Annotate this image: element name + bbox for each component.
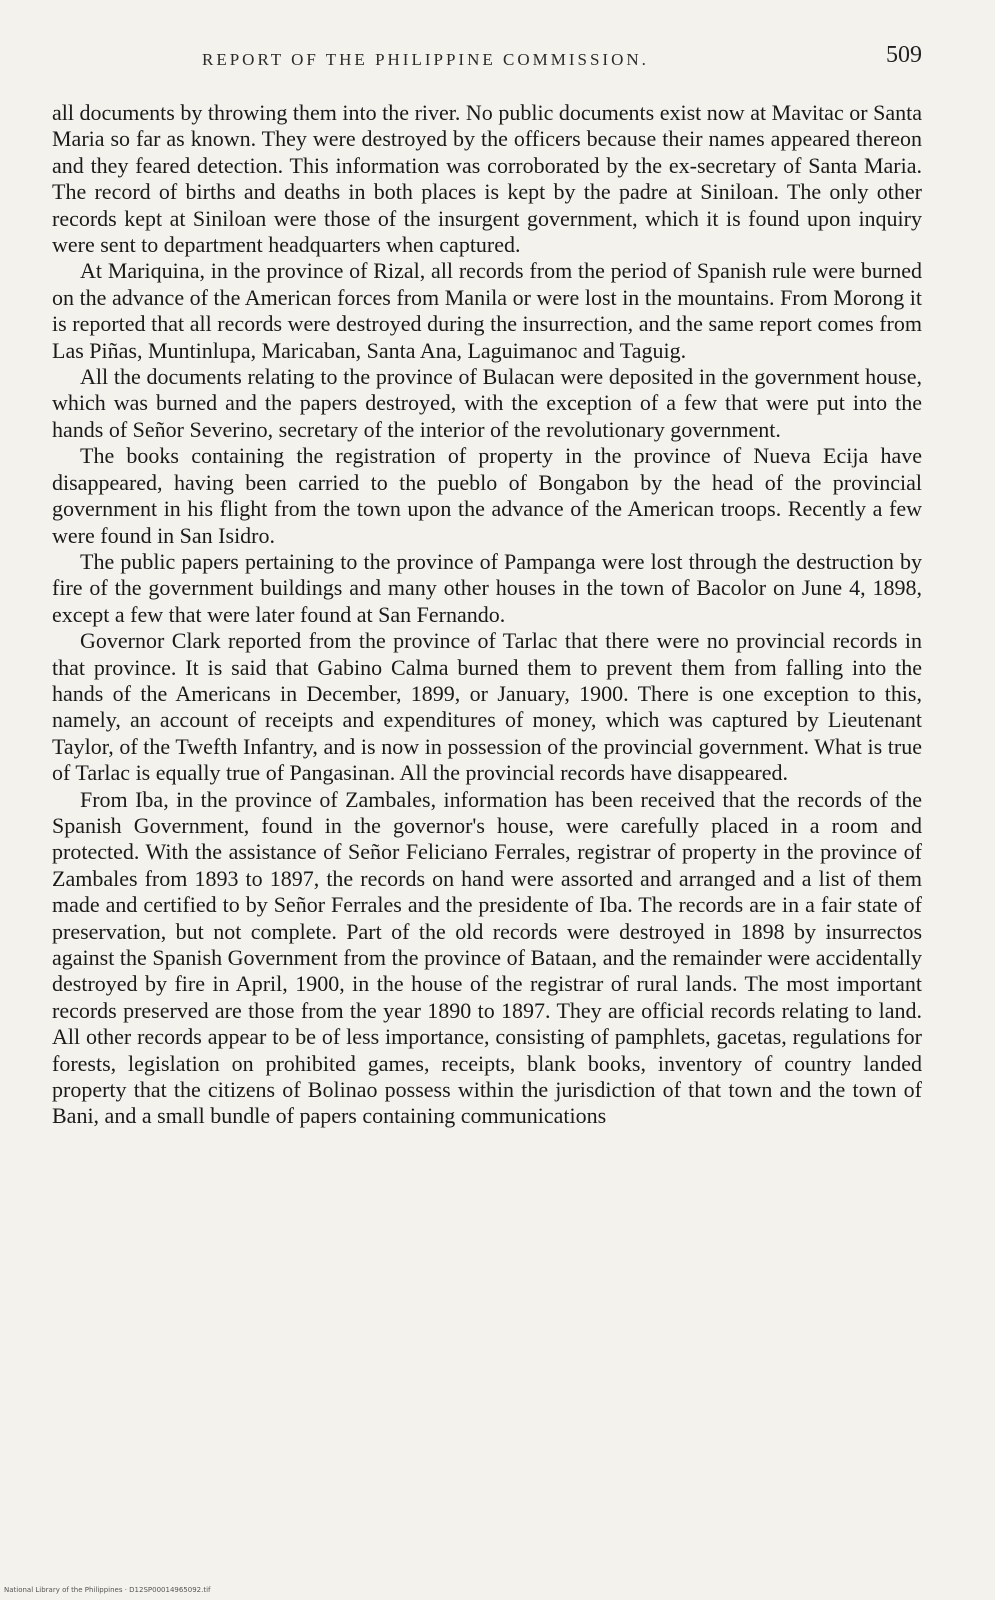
paragraph-bulacan: All the documents relating to the province of Bulacan were deposited in the government house, which was burned and the papers destroyed, with the exception of a few that were put into the hands of Señor Severino, secretary of the interior of the revolutionary government. xyxy=(52,364,922,442)
body-text xyxy=(52,100,922,1130)
paragraph-rizal: At Mariquina, in the province of Rizal, all records from the period of Spanish rule were burned on the advance of the American forces from Manila or were lost in the mountains. From Morong it is reported that all records were destroyed during the insurrection, and the same report comes from Las Piñas, Muntinlupa, Maricaban, Santa Ana, Laguimanoc and Taguig. xyxy=(52,258,922,363)
scan-credit: National Library of the Philippines · D12SP00014965092.tif xyxy=(4,1586,211,1594)
running-head: REPORT OF THE PHILIPPINE COMMISSION. xyxy=(202,50,649,69)
paragraph-pampanga: The public papers pertaining to the province of Pampanga were lost through the destruction by fire of the government buildings and many other houses in the town of Bacolor on June 4, 1898, except a few that were later found at San Fernando. xyxy=(52,548,922,627)
paragraph-tarlac: Governor Clark reported from the province of Tarlac that there were no provincial records in that province. It is said that Gabino Calma burned them to prevent them from falling into the hands of the Americans in December, 1899, or January, 1900. There is one exception to this, namely, an account of receipts and expenditures of money, which was captured by Lieutenant Taylor, of the Twefth Infantry, and is now in possession of the provincial government. What is true of Tarlac is equally true of Pangasinan. All the provincial records have disappeared. xyxy=(52,628,922,786)
paragraph-nueva-ecija: The books containing the registration of property in the province of Nueva Ecija have disappeared, having been carried to the pueblo of Bongabon by the head of the provincial government in his flight from the town upon the advance of the American troops. Recently a few were found in San Isidro. xyxy=(52,443,922,548)
paragraph-zambales: From Iba, in the province of Zambales, information has been received that the records of the Spanish Government, found in the governor's house, were carefully placed in a room and protected. With the assistance of Señor Feliciano Ferrales, registrar of property in the province of Zambales from 1893 to 1897, the records on hand were assorted and arranged and a list of them made and certified to by Señor Ferrales and the presidente of Iba. The records are in a fair state of preservation, but not complete. Part of the old records were destroyed in 1898 by insurrectos against the Spanish Government from the province of Bataan, and the remainder were accidentally destroyed by fire in April, 1900, in the house of the registrar of rural lands. The most important records preserved are those from the year 1890 to 1897. They are official records relating to land. All other records appear to be of less importance, consisting of pamphlets, gacetas, regulations for forests, legislation on prohibited games, receipts, blank books, inventory of country landed property that the citizens of Bolinao possess within the jurisdiction of that town and the town of Bani, and a small bundle of papers containing communications xyxy=(52,786,922,1129)
page-number: 509 xyxy=(886,42,922,68)
paragraph-continuation: all documents by throwing them into the river. No public documents exist now at Mavitac or Santa Maria so far as known. They were destroyed by the officers because their names appeared thereon and they feared detection. This information was corroborated by the ex-secretary of Santa Maria. The record of births and deaths in both places is kept by the padre at Siniloan. The only other records kept at Siniloan were those of the insurgent government, which it is found upon inquiry were sent to department headquarters when captured. xyxy=(52,100,922,258)
page-header xyxy=(52,42,922,72)
